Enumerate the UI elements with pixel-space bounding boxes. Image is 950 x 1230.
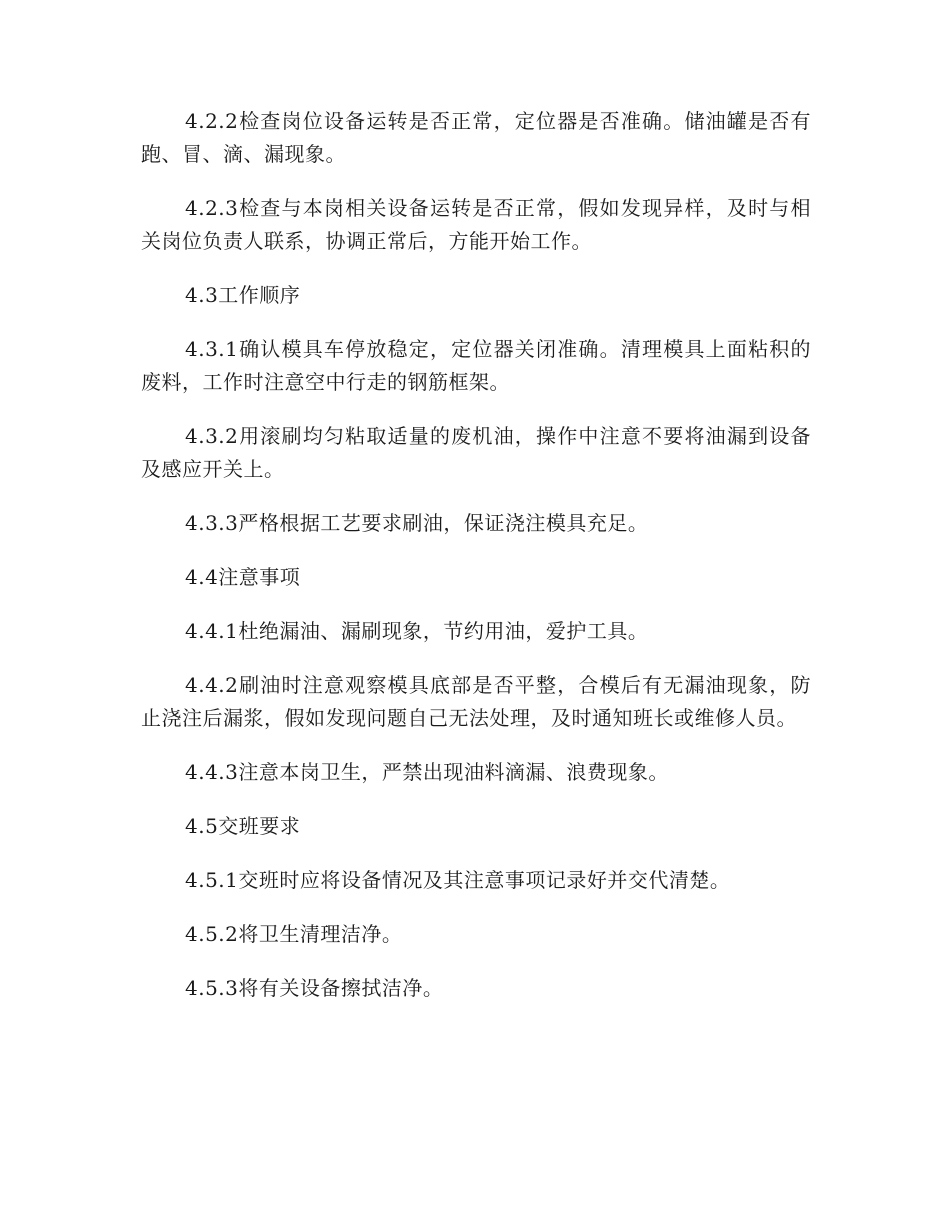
paragraph-4-3-1: 4.3.1确认模具车停放稳定，定位器关闭准确。清理模具上面粘积的废料，工作时注意空中行走的钢筋框架。 [141,337,811,394]
paragraph-4-2-3: 4.2.3检查与本岗相关设备运转是否正常，假如发现异样，及时与相关岗位负责人联系，协调正常后，方能开始工作。 [141,196,811,253]
section-heading-4-3: 4.3工作顺序 [185,283,301,307]
document-page [141,105,811,1026]
paragraph-4-2-2: 4.2.2检查岗位设备运转是否正常，定位器是否准确。储油罐是否有跑、冒、滴、漏现象。 [141,109,811,166]
paragraph-4-4-3: 4.4.3注意本岗卫生，严禁出现油料滴漏、浪费现象。 [185,760,669,784]
paragraph-4-5-3: 4.5.3将有关设备擦拭洁净。 [185,976,444,1000]
paragraph-4-4-2: 4.4.2刷油时注意观察模具底部是否平整，合模后有无漏油现象，防止浇注后漏浆，假如发现问题自己无法处理，及时通知班长或维修人员。 [141,673,811,730]
paragraph-4-3-3: 4.3.3严格根据工艺要求刷油，保证浇注模具充足。 [185,511,649,535]
paragraph-4-5-1: 4.5.1交班时应将设备情况及其注意事项记录好并交代清楚。 [185,868,731,892]
paragraph-4-3-2: 4.3.2用滚刷均匀粘取适量的废机油，操作中注意不要将油漏到设备及感应开关上。 [141,424,811,481]
paragraph-4-4-1: 4.4.1杜绝漏油、漏刷现象，节约用油，爱护工具。 [185,619,649,643]
section-heading-4-4: 4.4注意事项 [185,565,301,589]
section-heading-4-5: 4.5交班要求 [185,814,301,838]
paragraph-4-5-2: 4.5.2将卫生清理洁净。 [185,922,403,946]
